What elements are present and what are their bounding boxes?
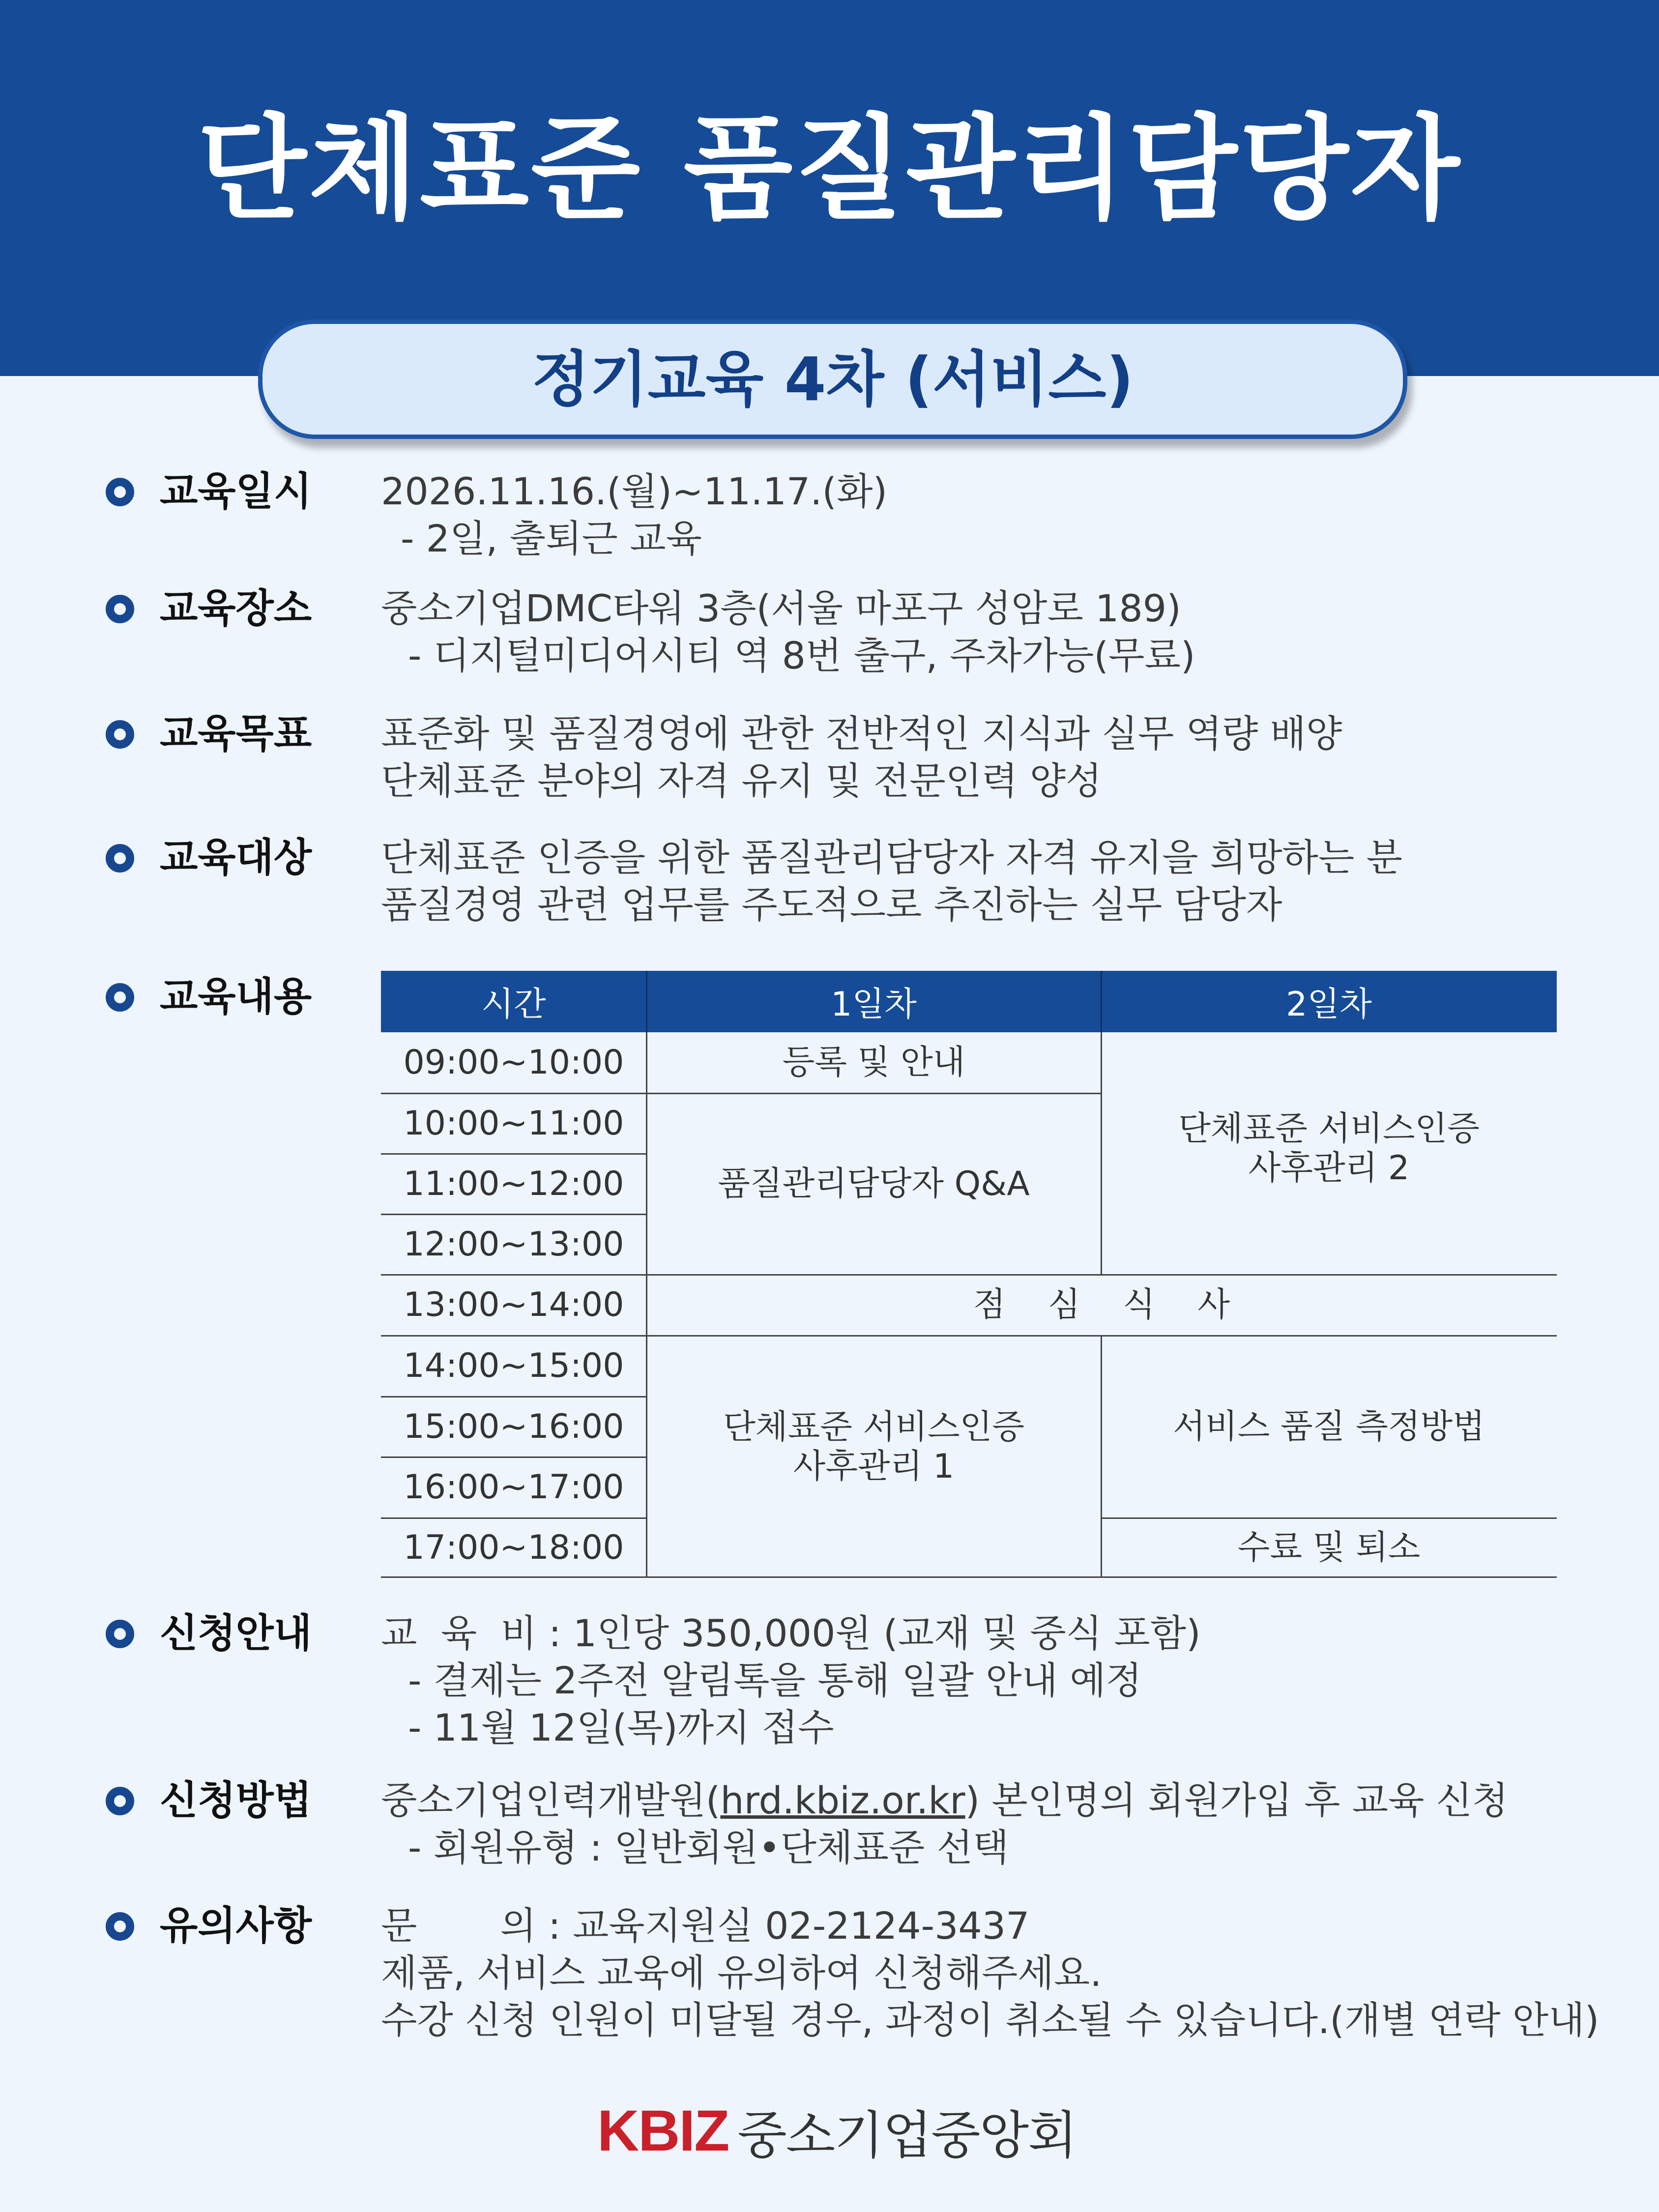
day1-post-line: 사후관리 1 [793, 1447, 955, 1486]
contact-line: 문 의 : 교육지원실 02-2124-3437 [381, 1904, 1030, 1948]
time-cell: 15:00~16:00 [403, 1407, 624, 1446]
header-divider [1101, 971, 1102, 1032]
grid-line [646, 1032, 647, 1578]
time-cell: 14:00~15:00 [403, 1346, 624, 1385]
day2-completion: 수료 및 퇴소 [1237, 1528, 1421, 1567]
method-text: 중소기업인력개발원( [381, 1778, 721, 1822]
bullet-icon [106, 1912, 134, 1941]
section-label: 교육일시 [160, 468, 312, 514]
section-label: 교육대상 [160, 835, 312, 880]
place-line: 중소기업DMC타워 3층(서울 마포구 성암로 189) [381, 586, 1181, 630]
date-note: - 2일, 출퇴근 교육 [401, 517, 702, 560]
footer-logo [597, 2099, 1077, 2163]
day1-qa: 품질관리담당자 Q&A [718, 1164, 1030, 1203]
bullet-icon [106, 720, 134, 749]
grid-line [381, 1093, 646, 1094]
date-line: 2026.11.16.(월)~11.17.(화) [381, 469, 888, 513]
bullet-icon [106, 478, 134, 506]
bullet-icon [106, 844, 134, 873]
section-body [381, 710, 1342, 805]
page-title: 단체표준 품질관리담당자 [197, 104, 1462, 235]
place-note: - 디지털미디어시티 역 8번 출구, 주차가능(무료) [408, 634, 1195, 677]
registration-link[interactable]: hrd.kbiz.or.kr [720, 1778, 965, 1822]
section-body [381, 834, 1402, 929]
target-line: 단체표준 인증을 위한 품질관리담당자 자격 유지을 희망하는 분 [381, 836, 1402, 879]
day1-post-line: 단체표준 서비스인증 [723, 1407, 1024, 1447]
time-cell: 11:00~12:00 [403, 1164, 624, 1203]
section-label: 교육내용 [160, 974, 312, 1019]
header-day2: 2일차 [1101, 971, 1557, 1032]
time-cell: 10:00~11:00 [403, 1104, 624, 1143]
member-type-note: - 회원유형 : 일반회원•단체표준 선택 [408, 1826, 1009, 1869]
header-divider [646, 971, 647, 1032]
lunch-cell: 점 심 식 사 [973, 1285, 1230, 1324]
time-cell: 12:00~13:00 [403, 1224, 624, 1264]
day2-measurement: 서비스 품질 측정방법 [1173, 1407, 1485, 1446]
day2-post-management [1101, 1032, 1557, 1275]
grid-line [381, 1396, 646, 1397]
section-label: 교육장소 [160, 585, 312, 631]
grid-line [381, 1576, 1557, 1578]
fee-line: 교 육 비 : 1인당 350,000원 (교재 및 중식 포함) [381, 1611, 1201, 1655]
schedule-table [381, 971, 1557, 1578]
grid-line [381, 1153, 646, 1155]
time-cell: 13:00~14:00 [403, 1285, 624, 1324]
payment-note: - 결제는 2주전 알림톡을 통해 일괄 안내 예정 [408, 1659, 1142, 1702]
grid-line [646, 1093, 1101, 1094]
header-time: 시간 [381, 971, 646, 1032]
grid-line [381, 1517, 646, 1519]
org-name: 중소기업중앙회 [737, 2105, 1077, 2165]
section-label: 유의사항 [160, 1903, 312, 1949]
subtitle: 정기교육 4차 (서비스) [531, 344, 1134, 414]
section-body [381, 1902, 1599, 2044]
section-body [381, 585, 1195, 679]
deadline-note: - 11월 12일(목)까지 접수 [408, 1706, 834, 1749]
bullet-icon [106, 1787, 134, 1815]
grid-line [1101, 1517, 1557, 1519]
grid-line [381, 1335, 1557, 1337]
grid-line [381, 1214, 646, 1215]
section-label: 교육목표 [160, 711, 312, 757]
time-cell: 09:00~10:00 [403, 1043, 624, 1082]
header-day1: 1일차 [646, 971, 1101, 1032]
notes-line: 제품, 서비스 교육에 유의하여 신청해주세요. [381, 1951, 1102, 1995]
time-cell: 17:00~18:00 [403, 1528, 624, 1567]
bullet-icon [106, 1620, 134, 1648]
grid-line [381, 1456, 646, 1458]
kbiz-logo: KBIZ [597, 2098, 729, 2163]
section-label: 신청안내 [160, 1610, 312, 1656]
grid-line [381, 1274, 1557, 1276]
method-text: ) 본인명의 회원가입 후 교육 신청 [965, 1778, 1509, 1822]
day2-post-line: 단체표준 서비스인증 [1178, 1109, 1480, 1148]
goal-line: 단체표준 분야의 자격 유지 및 전문인력 양성 [381, 759, 1102, 803]
day2-post-line: 사후관리 2 [1248, 1148, 1410, 1188]
section-body [381, 1610, 1201, 1751]
bullet-icon [106, 595, 134, 623]
day1-registration: 등록 및 안내 [782, 1043, 965, 1082]
bullet-icon [106, 983, 134, 1012]
method-line [381, 1777, 1508, 1824]
goal-line: 표준화 및 품질경영에 관한 전반적인 지식과 실무 역량 배양 [381, 712, 1342, 756]
section-body [381, 468, 887, 562]
grid-line [1101, 1032, 1102, 1275]
section-body [381, 1777, 1508, 1871]
day1-post-management [646, 1336, 1101, 1578]
time-cell: 16:00~17:00 [403, 1468, 624, 1507]
notes-line: 수강 신청 인원이 미달될 경우, 과정이 취소될 수 있습니다.(개별 연락 안내) [381, 1998, 1600, 2042]
subtitle-pill [258, 320, 1407, 439]
section-label: 신청방법 [160, 1777, 312, 1823]
target-line: 품질경영 관련 업무를 주도적으로 추진하는 실무 담당자 [381, 883, 1282, 927]
grid-line [1101, 1336, 1102, 1578]
